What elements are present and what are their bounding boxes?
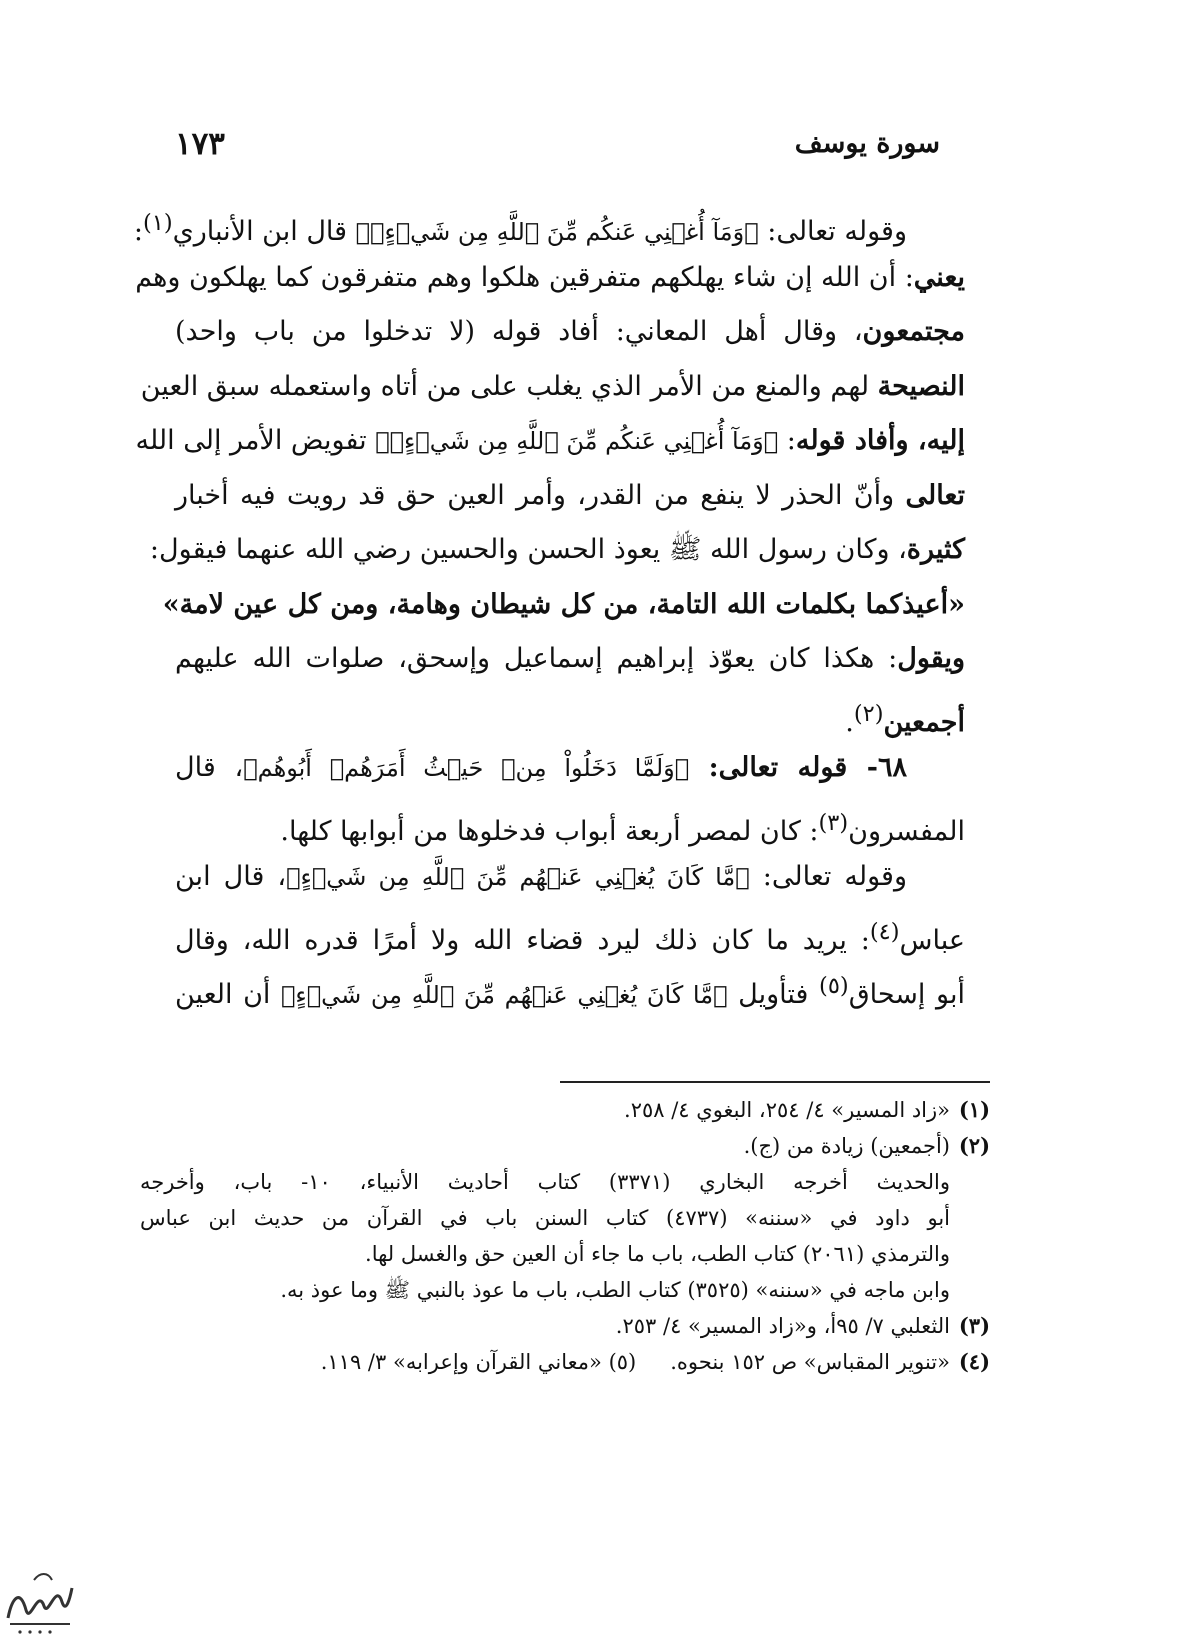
body-line-4: النصيحة لهم والمنع من الأمر الذي يغلب على من أتاه واستعمله سبق العين <box>140 370 965 402</box>
footnote-1: (١)«زاد المسير» ٤/ ٢٥٤، البغوي ٤/ ٢٥٨. <box>624 1097 990 1122</box>
footnote-3: (٣)الثعلبي ٧/ ٩٥أ، و«زاد المسير» ٤/ ٢٥٣. <box>615 1313 990 1338</box>
surah-title: سورة يوسف <box>794 128 940 159</box>
body-line-1: وقوله تعالى: ﴿وَمَآ أُغۡنِي عَنكُم مِّنَ ٱللَّهِ مِن شَيۡءٍۖ﴾ قال ابن الأنباري$^{(١)}$: <box>133 210 907 247</box>
body-line-13: وقوله تعالى: ﴿مَّا كَانَ يُغۡنِي عَنۡهُم مِّنَ ٱللَّهِ مِن شَيۡءٍ﴾، قال ابن <box>175 861 908 892</box>
body-line-6: تعالى وأنّ الحذر لا ينفع من القدر، وأمر العين حق قد رويت فيه أخبار <box>175 479 965 511</box>
body-line-14: عباس$^{(٤)}$: يريد ما كان ذلك ليرد قضاء الله ولا أمرًا قدره الله، وقال <box>175 918 965 956</box>
footnote-4-5: (٤)«تنوير المقباس» ص ١٥٢ بنحوه.(٥) «معاني القرآن وإعرابه» ٣/ ١١٩. <box>320 1349 990 1374</box>
watermark-logo <box>0 1558 78 1640</box>
quran-verse: ﴿وَمَآ أُغۡنِي عَنكُم مِّنَ ٱللَّهِ مِن شَيۡءٍۖ﴾ <box>375 427 779 455</box>
footnote-2-continuation: والترمذي (٢٠٦١) كتاب الطب، باب ما جاء أن العين حق والغسل لها. <box>365 1242 950 1266</box>
body-line-5: إليه، وأفاد قوله: ﴿وَمَآ أُغۡنِي عَنكُم مِّنَ ٱللَّهِ مِن شَيۡءٍۖ﴾ تفويض الأمر إلى الله <box>135 425 965 456</box>
quran-verse: ﴿مَّا كَانَ يُغۡنِي عَنۡهُم مِّنَ ٱللَّهِ مِن شَيۡءٍ﴾ <box>281 981 728 1009</box>
page-header <box>175 128 940 178</box>
hadith-quote: «أعيذكما بكلمات الله التامة، من كل شيطان وهامة، ومن كل عين لامة» <box>162 588 965 620</box>
footnotes <box>140 1092 990 1380</box>
verse-68-line: ٦٨- قوله تعالى: ﴿وَلَمَّا دَخَلُواْ مِنۡ حَيۡثُ أَمَرَهُمۡ أَبُوهُم﴾، قال <box>175 752 907 783</box>
body-line-3: مجتمعون، وقال أهل المعاني: أفاد قوله (لا تدخلوا من باب واحد) <box>175 316 965 347</box>
quran-verse: ﴿مَّا كَانَ يُغۡنِي عَنۡهُم مِّنَ ٱللَّهِ مِن شَيۡءٍ﴾ <box>286 863 750 891</box>
quran-verse: ﴿وَمَآ أُغۡنِي عَنكُم مِّنَ ٱللَّهِ مِن شَيۡءٍۖ﴾ <box>355 218 759 246</box>
page-number: ١٧٣ <box>175 126 225 162</box>
body-line-7: كثيرة، وكان رسول الله ﷺ يعوذ الحسن والحسين رضي الله عنهما فيقول: <box>149 534 965 565</box>
footnote-2-continuation: وابن ماجه في «سننه» (٣٥٢٥) كتاب الطب، باب ما عوذ بالنبي ﷺ وما عوذ به. <box>280 1278 950 1302</box>
footnote-5-number: (٥) <box>608 1350 637 1374</box>
footnote-2-continuation: أبو داود في «سننه» (٤٧٣٧) كتاب السنن باب في القرآن من حديث ابن عباس <box>140 1206 950 1230</box>
footnote-ref: (٢) <box>853 700 884 727</box>
footnote-ref: (٤) <box>869 918 900 945</box>
body-line-15: أبو إسحاق$^{(٥)}$ فتأويل ﴿مَّا كَانَ يُغۡنِي عَنۡهُم مِّنَ ٱللَّهِ مِن شَيۡءٍ﴾ أن العين <box>175 973 965 1010</box>
body-text <box>133 196 965 1014</box>
footnote-2: (٢)(أجمعين) زيادة من (ج). <box>743 1133 990 1158</box>
footnote-divider <box>560 1081 990 1083</box>
body-line-10: أجمعين$^{(٢)}$. <box>845 700 965 738</box>
footnote-2-continuation: والحديث أخرجه البخاري (٣٣٧١) كتاب أحاديث الأنبياء، ١٠- باب، وأخرجه <box>140 1170 950 1194</box>
footnote-ref: (٥) <box>819 973 849 999</box>
footnote-ref: (١) <box>142 210 173 236</box>
body-line-2: يعني: أن الله إن شاء يهلكهم متفرقين هلكوا وهم متفرقون كما يهلكون وهم <box>135 261 965 293</box>
body-line-12: المفسرون$^{(٣)}$: كان لمصر أربعة أبواب فدخلوها من أبوابها كلها. <box>280 809 965 847</box>
footnote-5: «معاني القرآن وإعرابه» ٣/ ١١٩. <box>320 1350 602 1374</box>
quran-verse: ﴿وَلَمَّا دَخَلُواْ مِنۡ حَيۡثُ أَمَرَهُمۡ أَبُوهُم﴾ <box>243 754 690 782</box>
body-line-9: ويقول: هكذا كان يعوّذ إبراهيم إسماعيل وإسحق، صلوات الله عليهم <box>175 643 965 674</box>
footnote-ref: (٣) <box>818 809 849 836</box>
